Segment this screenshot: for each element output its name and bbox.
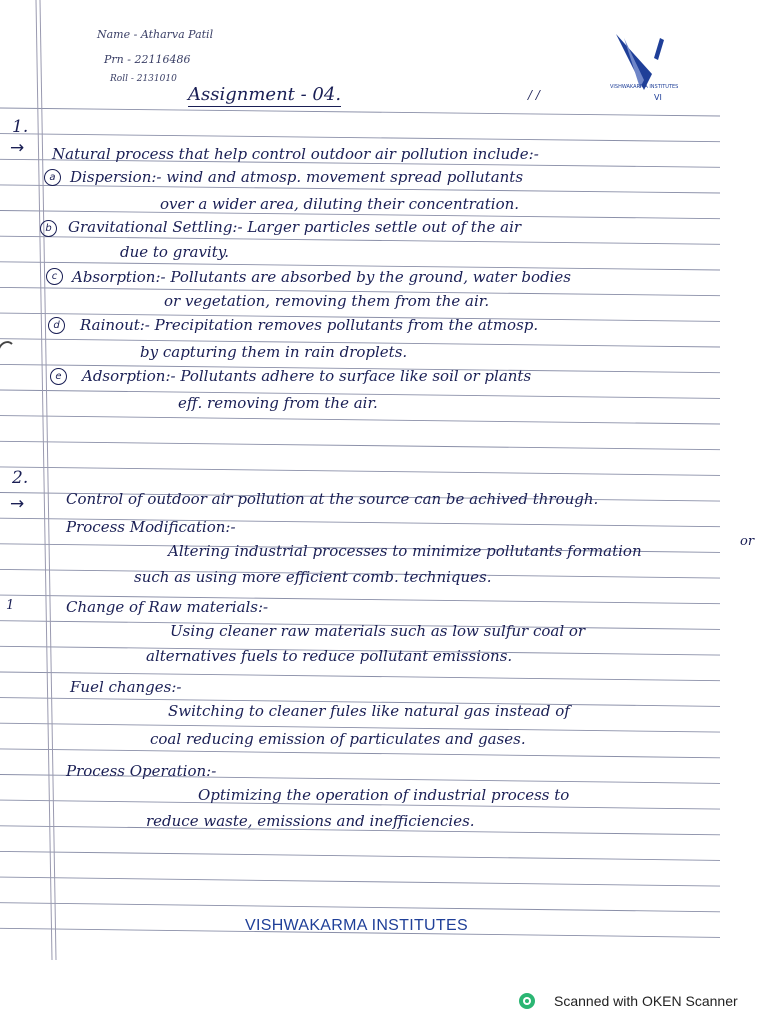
- ruled-line: [0, 108, 720, 116]
- q2-raw-materials-line1: Using cleaner raw materials such as low sulfur coal or: [170, 622, 586, 640]
- q1-item-c-line1: Absorption:- Pollutants are absorbed by the ground, water bodies: [72, 268, 571, 286]
- q1-item-e-line2: eff. removing from the air.: [178, 394, 378, 412]
- logo-wordmark: VISHWAKARMA INSTITUTES: [610, 84, 679, 90]
- student-prn: Prn - 22116486: [104, 53, 191, 66]
- q1-item-a-line1: Dispersion:- wind and atmosp. movement spread pollutants: [70, 168, 524, 186]
- side-mark: 1: [6, 598, 15, 613]
- scanner-logo-icon: [518, 992, 536, 1010]
- scanner-label: Scanned with OKEN Scanner: [554, 993, 738, 1009]
- ruled-line: [0, 236, 720, 244]
- ruled-line: [0, 903, 720, 912]
- ruled-line: [0, 877, 720, 886]
- student-roll: Roll - 2131010: [110, 74, 177, 84]
- ruled-line: [0, 749, 720, 758]
- item-marker-c: c: [46, 268, 63, 285]
- item-marker-e: e: [50, 368, 67, 385]
- arrow-icon: →: [10, 494, 25, 514]
- date-marks: / /: [528, 88, 540, 102]
- q1-item-e-line1: Adsorption:- Pollutants adhere to surface like soil or plants: [82, 367, 532, 385]
- q2-process-modification-line2: such as using more efficient comb. techniques.: [134, 568, 492, 586]
- q1-intro: Natural process that help control outdoor air pollution include:-: [52, 145, 539, 163]
- ruled-line: [0, 441, 720, 449]
- q2-intro: Control of outdoor air pollution at the source can be achived through.: [66, 490, 599, 508]
- ruled-line: [0, 851, 720, 860]
- scanner-watermark: [518, 992, 738, 1010]
- q2-process-modification-line1: Altering industrial processes to minimize pollutants formation: [168, 542, 642, 560]
- q2-process-operation-line2: reduce waste, emissions and inefficiencies.: [146, 812, 475, 830]
- student-name: Name - Atharva Patil: [97, 28, 214, 41]
- q2-heading-fuel-changes: Fuel changes:-: [70, 678, 182, 696]
- item-marker-a: a: [44, 169, 61, 186]
- q1-item-a-line2: over a wider area, diluting their concentration.: [160, 195, 520, 213]
- arrow-icon: →: [10, 138, 25, 158]
- q2-process-operation-line1: Optimizing the operation of industrial process to: [198, 786, 570, 804]
- ruled-line: [0, 467, 720, 476]
- ruled-line: [0, 185, 720, 193]
- ruled-line: [0, 134, 720, 142]
- logo-initials: VI: [654, 93, 662, 102]
- q1-item-c-line2: or vegetation, removing them from the air.: [164, 292, 490, 310]
- q1-item-d-line1: Rainout:- Precipitation removes pollutants from the atmosp.: [80, 316, 539, 334]
- q2-heading-process-modification: Process Modification:-: [66, 518, 236, 536]
- question-1-number: 1.: [12, 117, 29, 137]
- q2-fuel-changes-line1: Switching to cleaner fules like natural gas instead of: [168, 702, 570, 720]
- q2-raw-materials-line2: alternatives fuels to reduce pollutant emissions.: [146, 647, 513, 665]
- q1-item-d-line2: by capturing them in rain droplets.: [140, 343, 408, 361]
- item-marker-b: b: [40, 220, 57, 237]
- assignment-title: Assignment - 04.: [188, 84, 342, 105]
- q2-heading-raw-materials: Change of Raw materials:-: [66, 598, 269, 616]
- q2-fuel-changes-line2: coal reducing emission of particulates and gases.: [150, 730, 526, 748]
- item-marker-d: d: [48, 317, 65, 334]
- or-mark: or: [740, 534, 755, 549]
- question-2-number: 2.: [12, 468, 29, 488]
- binder-hole-mark: [0, 338, 14, 356]
- q2-heading-process-operation: Process Operation:-: [66, 762, 217, 780]
- vishwakarma-logo: [610, 30, 674, 102]
- q1-item-b-line2: due to gravity.: [120, 243, 229, 261]
- ruled-line: [0, 416, 720, 424]
- q1-item-b-line1: Gravitational Settling:- Larger particles settle out of the air: [68, 218, 522, 236]
- page-footer-institute: VISHWAKARMA INSTITUTES: [245, 917, 468, 934]
